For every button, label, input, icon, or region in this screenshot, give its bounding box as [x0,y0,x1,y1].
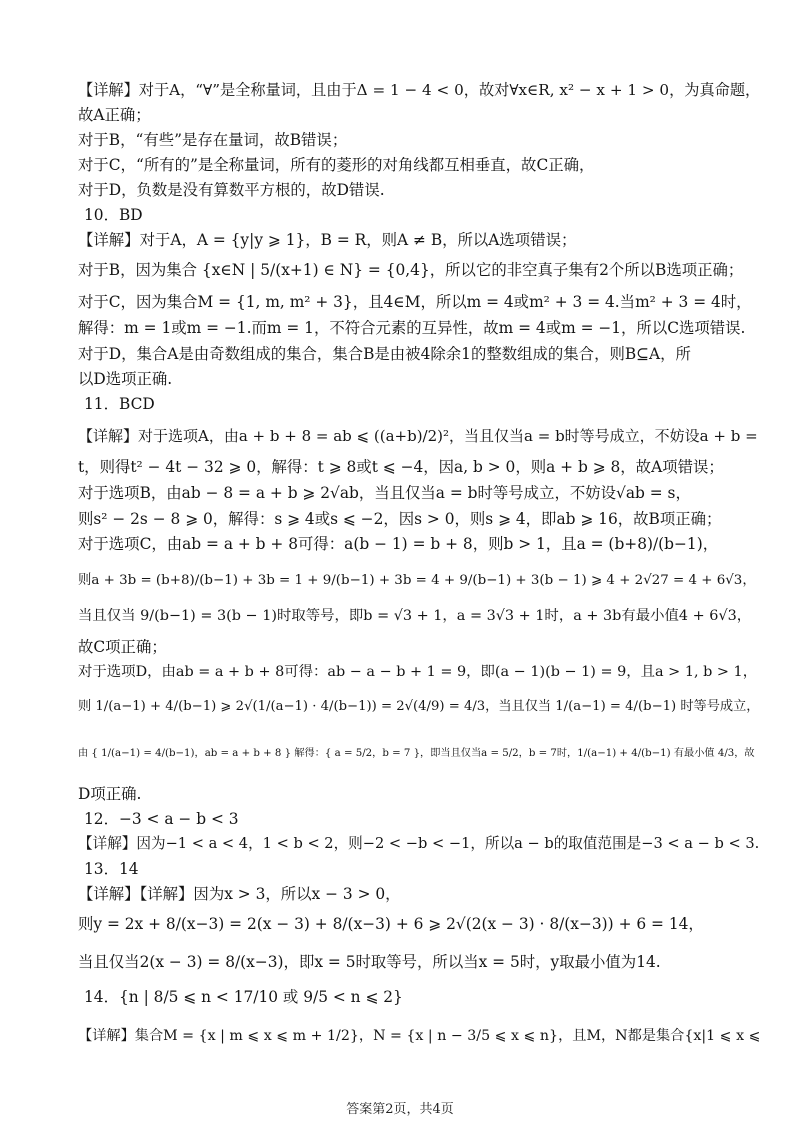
text-line: 则s² − 2s − 8 ⩾ 0，解得：s ⩾ 4或s ⩽ −2，因s > 0，则s ⩾ 4，即ab ⩾ 16，故B项正确； [78,510,722,528]
text-line: 对于D，负数是没有算数平方根的，故D错误. [78,181,385,199]
text-line: 对于选项B，由ab − 8 = a + b ⩾ 2√ab，当且仅当a = b时等号成立，不妨设√ab = s， [78,484,691,502]
text-line: 对于选项D，由ab = a + b + 8可得：ab − a − b + 1 = 9，即(a − 1)(b − 1) = 9，且a > 1, b > 1， [78,664,758,680]
text-line: 由 { 1/(a−1) = 4/(b−1)，ab = a + b + 8 } 解得：{ a = 5/2，b = 7 }，即当且仅当a = 5/2，b = 7时，1/(a−1) + 4/(b−1) 有最小值 4/3，故 [78,748,755,759]
text-line: 对于选项C，由ab = a + b + 8可得：a(b − 1) = b + 8，则b > 1，且a = (b+8)/(b−1)， [78,535,719,553]
page-footer: 答案第2页，共4页 [346,1102,454,1117]
text-line: 以D选项正确. [78,370,173,388]
text-line: 当且仅当 9/(b−1) = 3(b − 1)时取等号，即b = √3 + 1，a = 3√3 + 1时，a + 3b有最小值4 + 6√3， [78,608,752,624]
text-line: 对于C，因为集合M = {1, m, m² + 3}，且4∈M，所以m = 4或m² + 3 = 4.当m² + 3 = 4时， [78,293,752,311]
text-line: D项正确. [78,785,142,803]
text-line: 对于D，集合A是由奇数组成的集合，集合B是由被4除余1的整数组成的集合，则B⊆A，所 [78,345,691,363]
question-number: 14．{n | 8/5 ⩽ n < 17/10 或 9/5 < n ⩽ 2} [84,988,403,1006]
text-line: 解得：m = 1或m = −1.而m = 1，不符合元素的互异性，故m = 4或m = −1，所以C选项错误. [78,319,746,337]
text-line: 则a + 3b = (b+8)/(b−1) + 3b = 1 + 9/(b−1) + 3b = 4 + 9/(b−1) + 3(b − 1) ⩾ 4 + 2√27 = 4 + 6√3， [78,573,756,588]
question-number: 11．BCD [84,395,155,413]
text-line: 【详解】对于A，A = {y|y ⩾ 1}，B = R，则A ≠ B，所以A选项错误； [78,231,577,249]
text-line: 对于B，因为集合 {x∈N | 5/(x+1) ∈ N} = {0,4}，所以它的非空真子集有2个所以B选项正确； [78,261,744,279]
question-number: 12．−3 < a − b < 3 [84,810,239,828]
text-line: 则y = 2x + 8/(x−3) = 2(x − 3) + 8/(x−3) + 6 ⩾ 2√(2(x − 3) · 8/(x−3)) + 6 = 14， [78,915,704,933]
text-line: 对于B，“有些”是存在量词，故B错误； [78,131,348,149]
text-line: 【详解】对于A，“∀”是全称量词，且由于Δ = 1 − 4 < 0，故对∀x∈R, x² − x + 1 > 0，为真命题， [78,81,761,99]
text-line: 故C项正确； [78,638,167,656]
question-number: 10．BD [84,206,143,224]
text-line: 则 1/(a−1) + 4/(b−1) ⩾ 2√(1/(a−1) · 4/(b−1)) = 2√(4/9) = 4/3，当且仅当 1/(a−1) = 4/(b−1) 时等号成立， [78,699,760,714]
text-line: t，则得t² − 4t − 32 ⩾ 0，解得：t ⩾ 8或t ⩽ −4，因a, b > 0，则a + b ⩾ 8，故A项错误； [78,458,724,476]
text-line: 【详解】【详解】因为x > 3，所以x − 3 > 0， [78,885,401,903]
text-line: 当且仅当2(x − 3) = 8/(x−3)，即x = 5时取等号，所以当x = 5时，y取最小值为14. [78,953,661,971]
text-line: 【详解】集合M = {x | m ⩽ x ⩽ m + 1/2}，N = {x | n − 3/5 ⩽ x ⩽ n}，且M，N都是集合{x|1 ⩽ x ⩽ [78,1028,761,1044]
text-line: 【详解】因为−1 < a < 4，1 < b < 2，则−2 < −b < −1，所以a − b的取值范围是−3 < a − b < 3. [78,835,760,852]
text-line: 故A正确； [78,106,151,124]
text-line: 【详解】对于选项A，由a + b + 8 = ab ⩽ ((a+b)/2)²，当且仅当a = b时等号成立，不妨设a + b = [78,427,758,445]
text-line: 对于C，“所有的”是全称量词，所有的菱形的对角线都互相垂直，故C正确， [78,156,595,174]
question-number: 13．14 [84,860,139,878]
